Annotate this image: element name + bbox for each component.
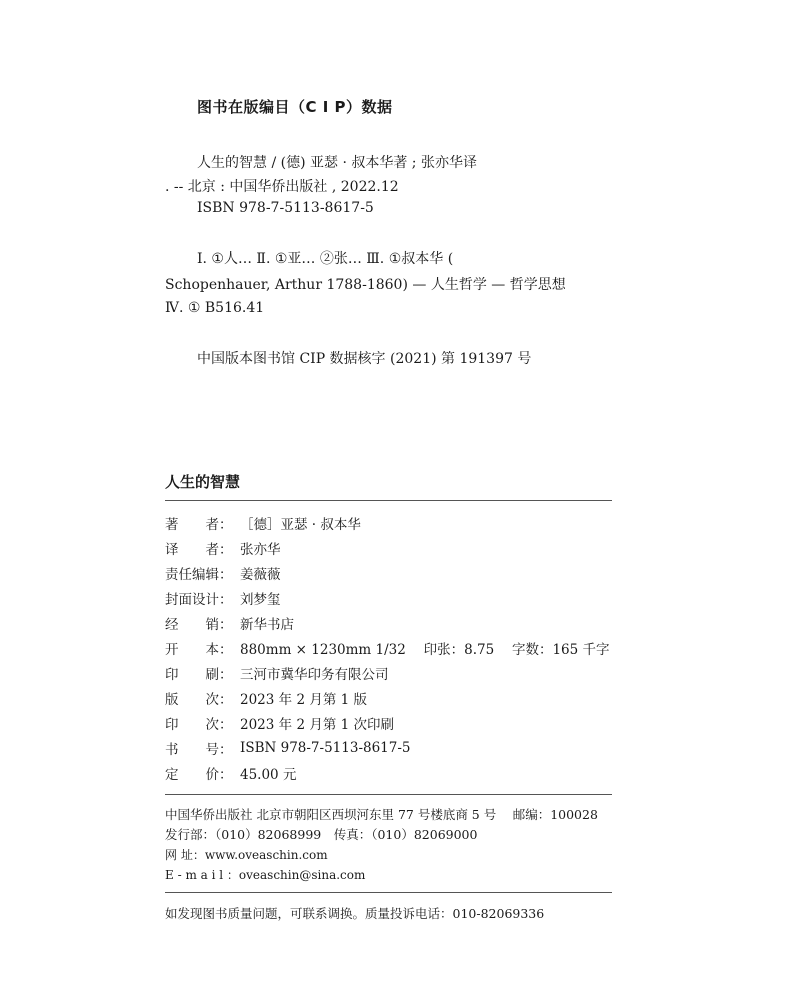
info-label: 责任编辑： (165, 567, 233, 583)
info-label: 印 刷： (165, 667, 233, 683)
cip-line-subject-1: Ⅰ. ①人… Ⅱ. ①亚… ②张… Ⅲ. ①叔本华 ( (197, 251, 454, 267)
info-row (165, 763, 296, 783)
info-label: 著 者： (165, 517, 233, 533)
publisher-phones: 发行部：（010）82068999 传真：（010）82069000 (165, 827, 478, 842)
info-value: 姜薇薇 (240, 567, 281, 583)
info-label: 开 本： (165, 642, 233, 658)
info-value: 2023 年 2 月第 1 次印刷 (240, 717, 394, 733)
info-label: 书 号： (165, 742, 233, 758)
cip-data-number: 中国版本图书馆 CIP 数据核字 (2021) 第 191397 号 (197, 351, 532, 367)
cip-line-publisher: . -- 北京 : 中国华侨出版社 , 2022.12 (165, 179, 399, 195)
info-label: 版 次： (165, 692, 233, 708)
info-value: 新华书店 (240, 617, 294, 633)
info-row (165, 638, 610, 658)
publisher-bottom-rule (165, 892, 612, 893)
info-row (165, 563, 281, 583)
cip-line-title: 人生的智慧 / (德) 亚瑟 · 叔本华著 ; 张亦华译 (197, 155, 477, 171)
info-value: 45.00 元 (240, 767, 297, 783)
info-row (165, 738, 411, 758)
info-row (165, 588, 281, 608)
publisher-website: 网 址：www.oveaschin.com (165, 848, 328, 862)
info-value: 三河市冀华印务有限公司 (240, 667, 389, 683)
info-value: ［德］亚瑟 · 叔本华 (240, 517, 361, 533)
info-label: 封面设计： (165, 592, 233, 608)
info-label: 经 销： (165, 617, 233, 633)
info-label: 定 价： (165, 767, 233, 783)
info-row (165, 613, 294, 633)
book-title: 人生的智慧 (165, 473, 241, 491)
info-value: 刘梦玺 (240, 592, 281, 608)
info-label: 印 次： (165, 717, 233, 733)
info-value: 张亦华 (240, 542, 281, 558)
publisher-address: 中国华侨出版社 北京市朝阳区西坝河东里 77 号楼底商 5 号 邮编：100028 (165, 807, 598, 822)
info-bottom-rule (165, 794, 612, 795)
info-row (165, 538, 281, 558)
title-rule (165, 500, 612, 501)
cip-line-subject-2: Schopenhauer, Arthur 1788-1860) — 人生哲学 — 哲学思想 (165, 277, 566, 293)
cip-line-isbn: ISBN 978-7-5113-8617-5 (197, 200, 374, 216)
publisher-email: E - m a i l ：oveaschin@sina.com (165, 868, 366, 882)
quality-notice: 如发现图书质量问题，可联系调换。质量投诉电话：010-82069336 (165, 906, 545, 921)
info-label: 译 者： (165, 542, 233, 558)
cip-heading: 图书在版编目（C I P）数据 (197, 98, 393, 116)
info-row (165, 713, 394, 733)
info-value: 880mm × 1230mm 1/32 印张：8.75 字数：165 千字 (240, 642, 610, 658)
info-row (165, 513, 361, 533)
info-row (165, 663, 389, 683)
cip-line-classification: Ⅳ. ① B516.41 (165, 300, 265, 316)
info-value: 2023 年 2 月第 1 版 (240, 692, 367, 708)
info-value: ISBN 978-7-5113-8617-5 (240, 740, 411, 756)
info-row (165, 688, 367, 708)
